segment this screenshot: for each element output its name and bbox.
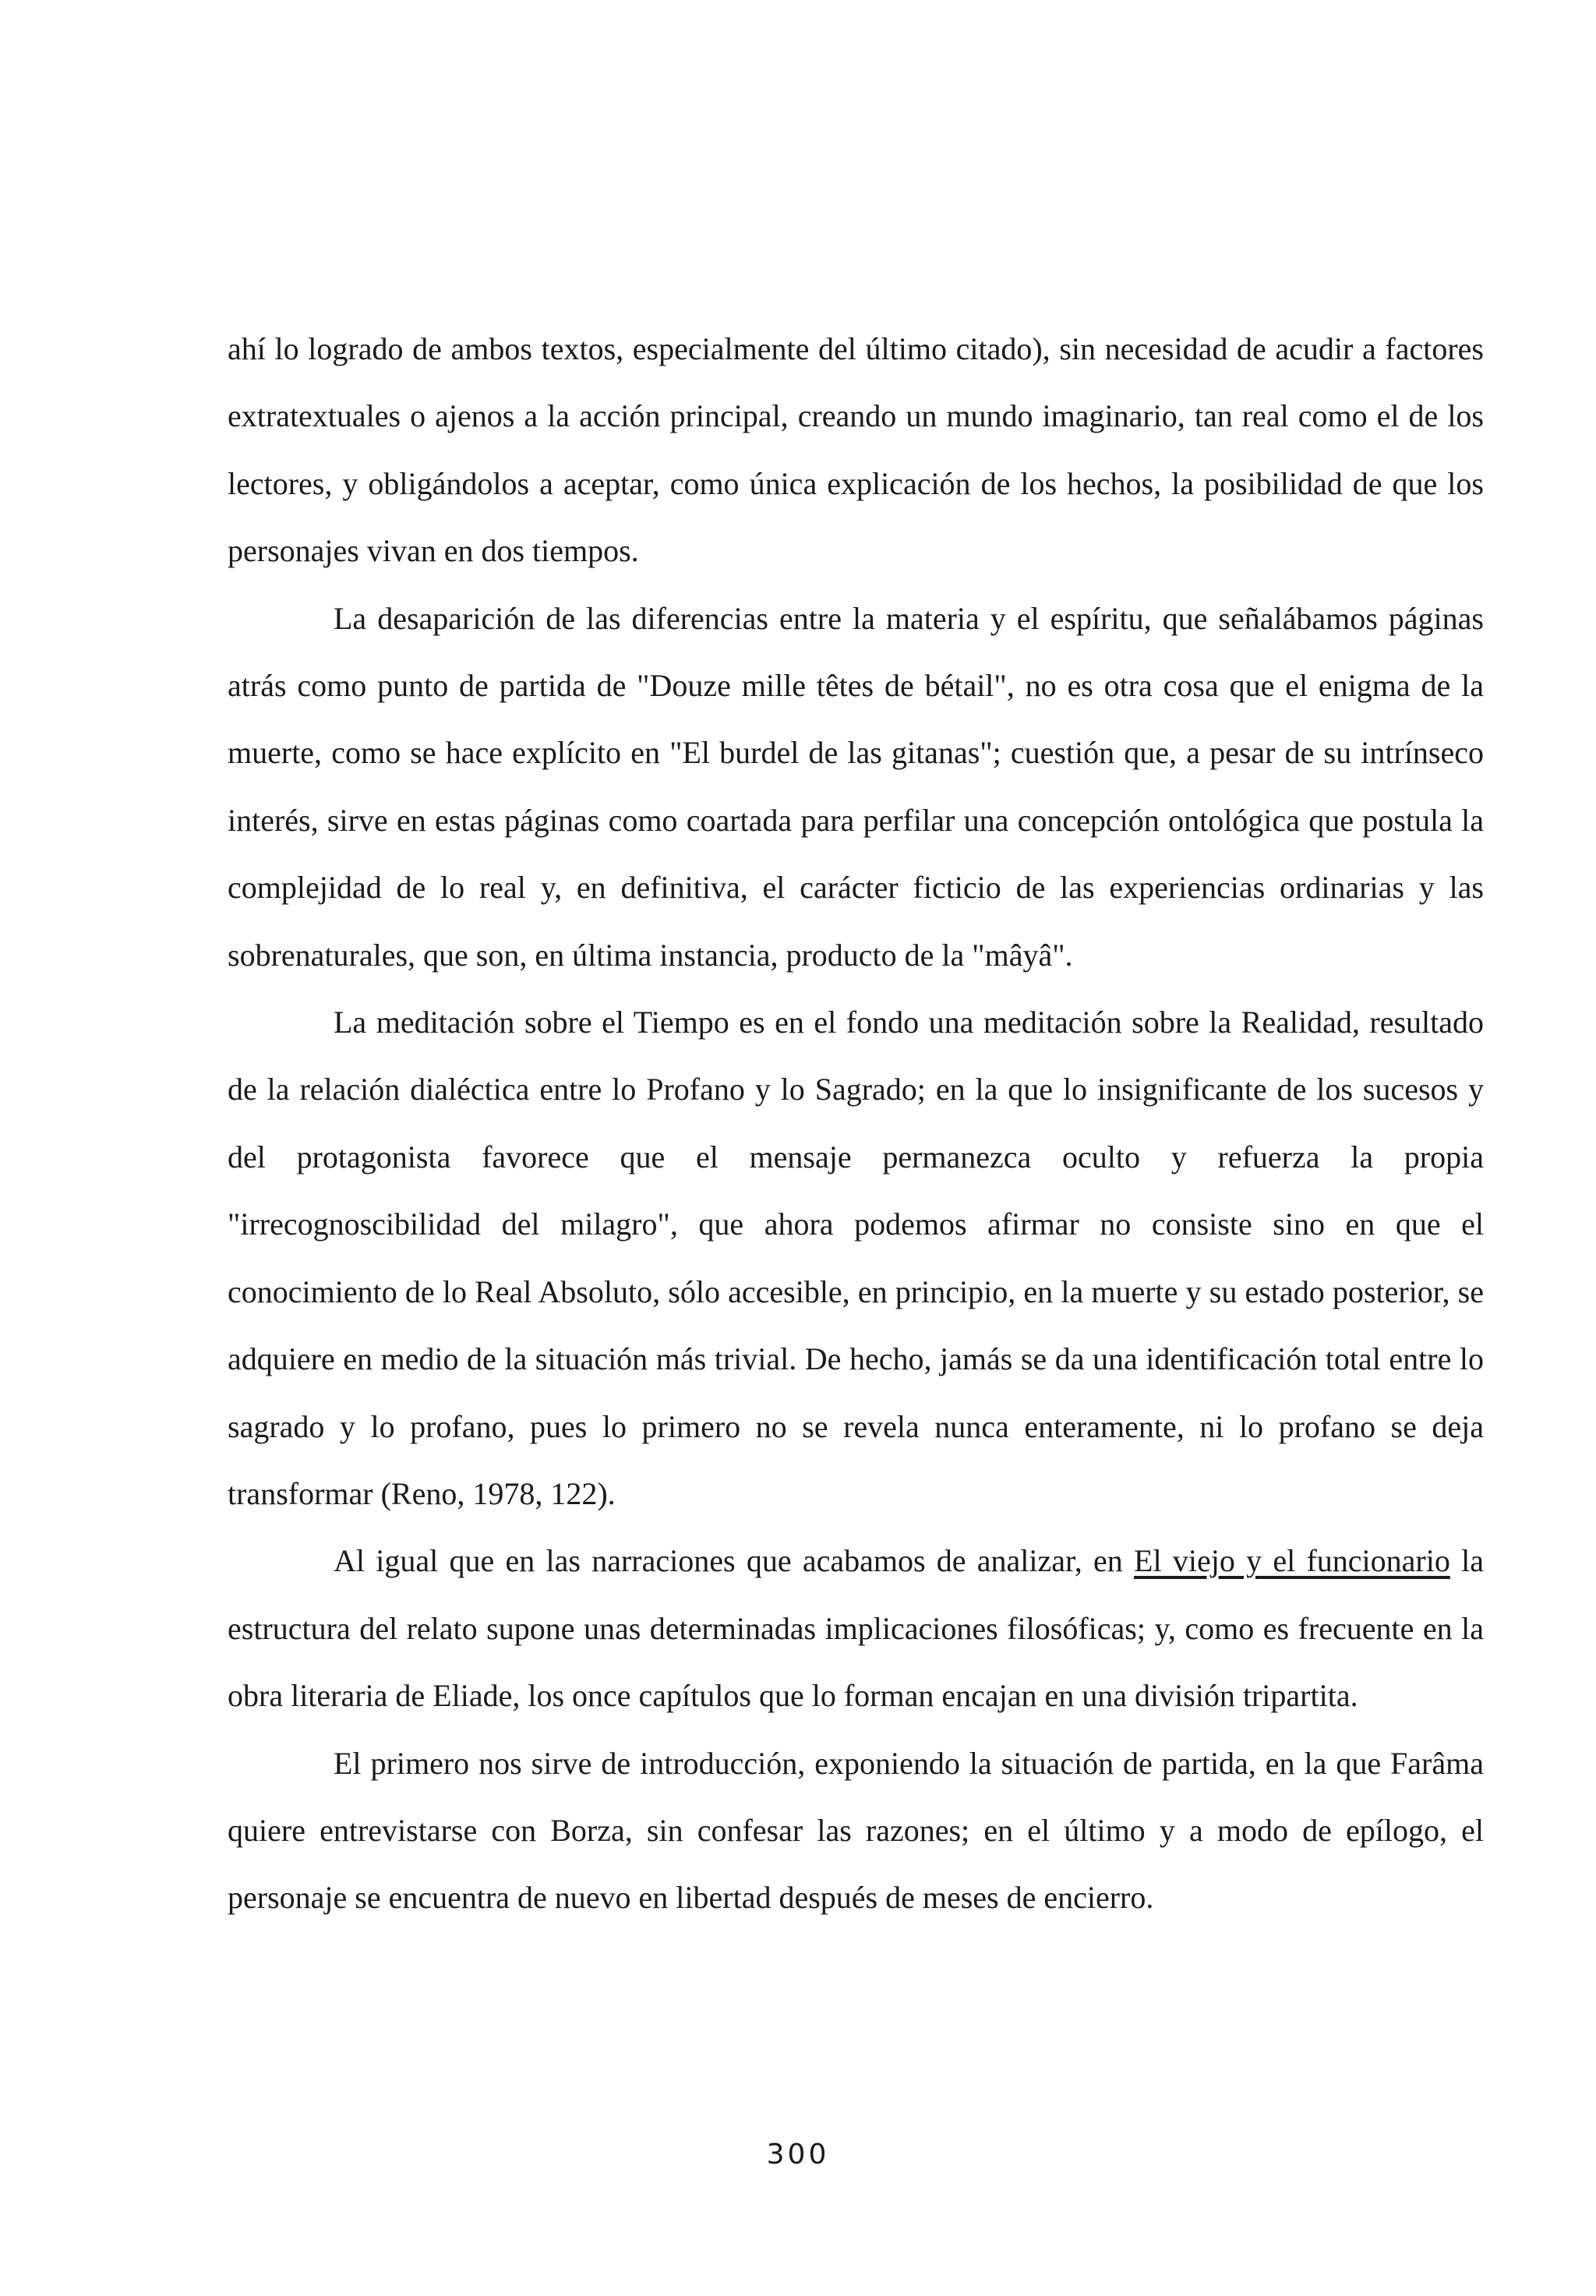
paragraph-first-chapter: El primero nos sirve de introducción, exponiendo la situación de partida, en la que Farâma quiere entrevistarse con Borza, sin confesar las razones; en el último y a modo de epílogo, el personaje se encuentra de nuevo en libertad después de meses de encierro. — [228, 1745, 1484, 1916]
body-text — [228, 316, 1484, 1932]
paragraph-structure — [228, 1528, 1484, 1729]
paragraph-time-reality: La meditación sobre el Tiempo es en el fondo una meditación sobre la Realidad, resultado de la relación dialéctica entre lo Profano y lo Sagrado; en la que lo insignificante de los sucesos y del protagonista favorece que el mensaje permanezca oculto y refuerza la propia "irrecognoscibilidad del milagro", que ahora podemos afirmar no consiste sino en que el conocimiento de lo Real Absoluto, sólo accesible, en principio, en la muerte y su estado posterior, se adquiere en medio de la situación más trivial. De hecho, jamás se da una identificación total entre lo sagrado y lo profano, pues lo primero no se revela nunca enteramente, ni lo profano se deja transformar (Reno, 1978, 122). — [228, 1005, 1484, 1511]
paragraph-matter-spirit: La desaparición de las diferencias entre la materia y el espíritu, que señalábamos páginas atrás como punto de partida de "Douze mille têtes de bétail", no es otra cosa que el enigma de la muerte, como se hace explícito en "El burdel de las gitanas"; cuestión que, a pesar de su intrínseco interés, sirve en estas páginas como coartada para perfilar una concepción ontológica que postula la complejidad de lo real y, en definitiva, el carácter ficticio de las experiencias ordinarias y las sobrenaturales, que son, en última instancia, producto de la "mâyâ". — [228, 600, 1484, 973]
paragraph-structure-intro: Al igual que en las narraciones que acabamos de analizar, en — [334, 1543, 1135, 1579]
paragraph-continuation: ahí lo logrado de ambos textos, especialmente del último citado), sin necesidad de acudir a factores extratextuales o ajenos a la acción principal, creando un mundo imaginario, tan real como el de los lectores, y obligándolos a aceptar, como única explicación de los hechos, la posibilidad de que los personajes vivan en dos tiempos. — [228, 331, 1484, 569]
page-number: 300 — [766, 2139, 830, 2171]
paragraph-structure-rest: la estructura del relato supone unas determinadas implicaciones filosóficas; y, como es frecuente en la obra literaria de Eliade, los once capítulos que lo forman encajan en una división tripartita. — [228, 1543, 1484, 1714]
work-title: El viejo y el funcionario — [1134, 1543, 1450, 1579]
